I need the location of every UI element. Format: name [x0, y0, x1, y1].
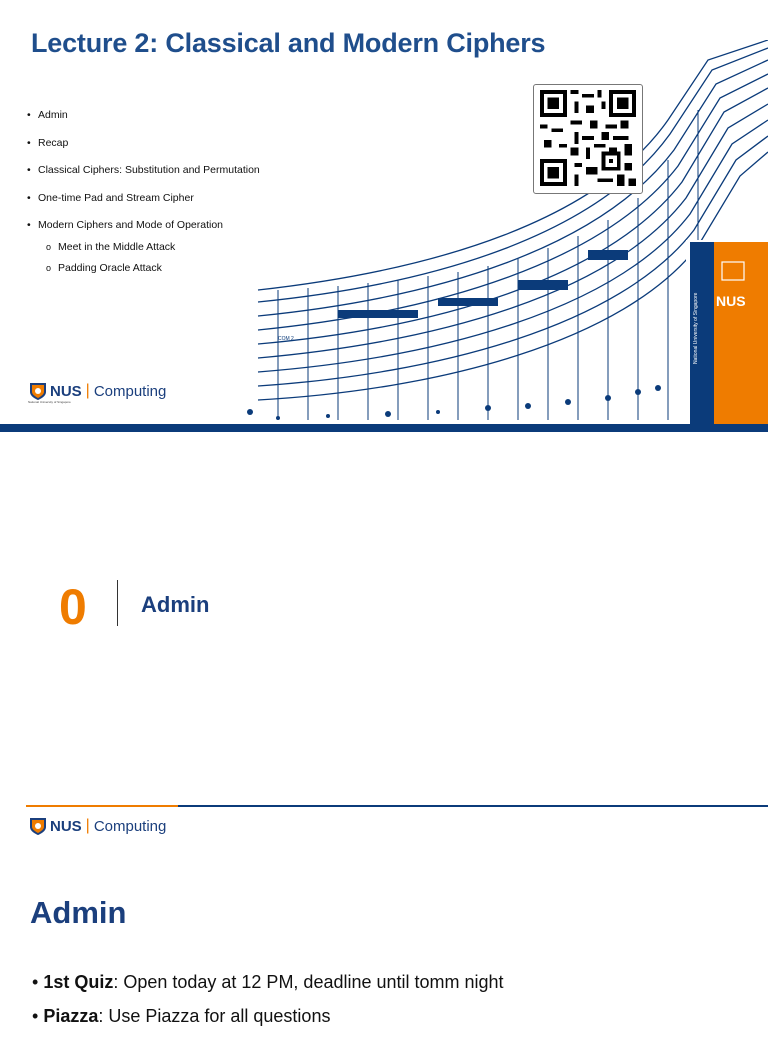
section-title: Admin — [141, 592, 210, 617]
logo-computing-text: Computing — [93, 817, 167, 835]
nus-computing-logo — [28, 381, 167, 404]
section-divider — [117, 580, 118, 626]
bullet-keyword: 1st Quiz — [43, 972, 114, 992]
section-number: 0 — [59, 579, 87, 635]
bullet-text: : Use Piazza for all questions — [98, 1006, 331, 1026]
bullet-item: • Piazza: Use Piazza for all questions — [32, 1006, 331, 1026]
outline-subitem: o Padding Oracle Attack — [46, 262, 162, 274]
admin-bullets — [32, 972, 504, 1040]
outline-item: • Modern Ciphers and Mode of Operation — [27, 219, 224, 231]
header-line — [178, 805, 768, 807]
outline-sublist — [46, 240, 175, 282]
tower-vertical-text: National University of Singapore — [693, 292, 699, 364]
outline-item: • Recap — [27, 136, 69, 149]
header-accent-line — [26, 805, 178, 807]
logo-nus-text: NUS — [50, 382, 82, 400]
slide-bottom-bar — [0, 424, 768, 432]
nus-computing-logo — [28, 816, 166, 836]
bullet-keyword: Piazza — [43, 1006, 99, 1026]
qr-code — [533, 84, 643, 194]
logo-separator: | — [85, 382, 90, 399]
outline-item: • Admin — [27, 109, 68, 121]
outline-item: • One-time Pad and Stream Cipher — [27, 191, 194, 204]
logo-nus-text: NUS — [50, 817, 82, 835]
outline-list — [27, 108, 260, 246]
outline-subitem: o Meet in the Middle Attack — [46, 241, 176, 253]
bullet-item: • 1st Quiz: Open today at 12 PM, deadline until tomm night — [32, 972, 504, 992]
building-sign: COM 2 — [278, 336, 294, 342]
nus-crest-icon — [28, 816, 48, 836]
nus-crest-icon — [28, 381, 48, 401]
slide-title: Admin — [30, 895, 127, 930]
logo-computing-text: Computing — [93, 382, 167, 400]
outline-item: • Classical Ciphers: Substitution and Permutation — [27, 164, 260, 176]
crest-caption: National University of Singapore — [28, 400, 71, 404]
admin-slide — [0, 805, 768, 1024]
tower-brand: NUS — [716, 293, 746, 309]
lecture-title: Lecture 2: Classical and Modern Ciphers — [31, 28, 546, 58]
logo-separator: | — [85, 817, 90, 834]
qr-code-icon — [540, 90, 636, 186]
section-slide — [0, 433, 768, 805]
title-slide — [0, 0, 768, 432]
bullet-text: : Open today at 12 PM, deadline until tomm night — [113, 972, 504, 992]
